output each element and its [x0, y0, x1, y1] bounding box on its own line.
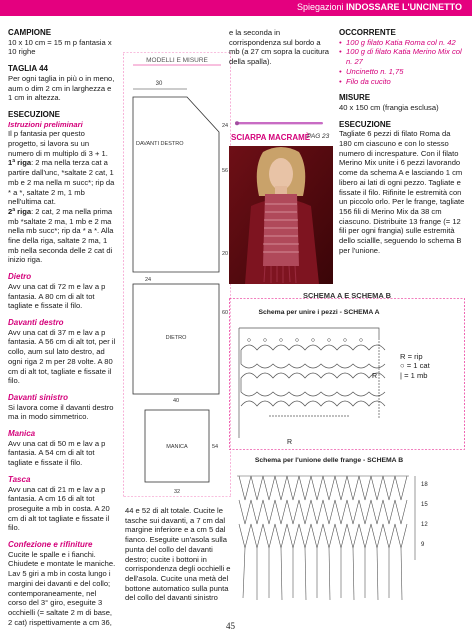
davanti-label: DAVANTI DESTRO — [136, 141, 184, 147]
campione-heading: CAMPIONE — [8, 28, 52, 37]
header-bar — [0, 0, 472, 16]
davanti-destro-heading: Davanti destro — [8, 317, 64, 327]
taglia-text: Per ogni taglia in più o in meno, aum o dim 2 cm in larghezza e 1 cm in altezza. — [8, 73, 115, 103]
legend-cat: ○ = 1 cat — [400, 361, 430, 371]
page-number: 45 — [226, 621, 235, 631]
schema-title: SCHEMA A E SCHEMA B — [302, 291, 392, 300]
dietro-label: DIETRO — [165, 335, 187, 341]
m54-label: 54 — [212, 444, 219, 450]
occorrente-heading: OCCORRENTE — [339, 28, 396, 37]
legend — [400, 352, 430, 380]
column3-text: e la seconda in corrispondenza sul bordo a mb (a 27 cm sopra la cucitura della spalla). — [229, 28, 330, 67]
r-label: R — [372, 373, 378, 380]
material-item: • Filo da cucito — [339, 77, 465, 87]
misure-text: 40 x 150 cm (frangia esclusa) — [339, 102, 439, 112]
davanti-destro-text: Avv una cat di 37 m e lav a p fantasia. A 56 cm di alt tot, per il collo, aum sul lato destro, ad ogni riga 2 m per 28 volte. A 80 cm di alt tot, tagliate e fissate il filo. — [8, 327, 116, 386]
davanti-sinistro-heading: Davanti sinistro — [8, 392, 69, 402]
legend-mb: | = 1 mb — [400, 370, 428, 380]
esecuzione-heading-2: ESECUZIONE — [339, 119, 392, 129]
materials-list — [339, 38, 465, 87]
misure-heading: MISURE — [339, 93, 371, 103]
modelli-title: MODELLI E MISURE — [146, 57, 208, 64]
tasca-text: Avv una cat di 21 m e lav a p fantasia. A cm 16 di alt tot proseguite a mb in costa. A 20 cm di alt tot tagliate e fissate il filo. — [8, 484, 110, 533]
crochet-hook-icon — [231, 118, 329, 128]
tasca-heading: Tasca — [8, 474, 31, 484]
model-photo — [229, 146, 333, 284]
campione-text: 10 x 10 cm = 15 m p fantasia x 10 righe — [8, 37, 112, 57]
riga1-text: 1ª riga: 2 ma nella terza cat a partire dall'unc, *saltate 2 cat, 1 mb e 2 ma nella m succ*; rip da * a *, saltate 2 m, 1 mb nell'ultima cat. — [8, 158, 115, 207]
manica-heading: Manica — [8, 429, 36, 439]
scarf-page-ref: PAG 23 — [307, 133, 330, 140]
dietro-heading: Dietro — [8, 272, 32, 282]
manica-text: Avv una cat di 50 m e lav a p fantasia. A 54 cm di alt tot tagliate e fissate il filo. — [8, 438, 106, 468]
instructions-column-1 — [8, 28, 116, 627]
m32-label: 32 — [173, 489, 181, 495]
m24-label: 24 — [145, 277, 152, 283]
taglia-heading: TAGLIA 44 — [8, 64, 49, 74]
instructions-column-4 — [339, 28, 465, 255]
material-item: • Uncinetto n. 1,75 — [339, 67, 465, 77]
schema-a-caption: Schema per unire i pezzi - SCHEMA A — [258, 309, 380, 316]
scarf-title: SCIARPA MACRAMÈ — [231, 133, 311, 142]
legend-rip: R = rip — [400, 352, 423, 361]
m20-label: 20 — [222, 251, 229, 257]
instructions-column-3 — [229, 28, 333, 67]
confezione-heading: Confezione e rifiniture — [8, 540, 93, 550]
schematic-diagram — [123, 52, 231, 497]
material-item: • 100 g di filato Katia Merino Mix col n. 27 — [339, 47, 465, 66]
b-number-9: 9 — [421, 542, 425, 548]
m56-label: 56 — [222, 168, 229, 174]
b-number-18: 18 — [421, 482, 428, 488]
esecuzione-text: Tagliate 6 pezzi di filato Roma da 180 cm ciascuno e con lo stesso numero di increspature. Con il filato Merino Mix unite i 6 pezzi lavorando come da schema A e lasciando 1 cm libero ai lati di ogni pezzo. Tagliate e fissate il filo. Rifinite le estremità con un piccolo orlo. Per le frange, tagliate 156 fili di Merino Mix da 38 cm ciascuno. Distribuite 13 frange (= 12 fili per ogni frangia) sulle estremità dello sciallle, seguendo lo schema B per l'unione. — [339, 129, 465, 255]
r-label-bottom: R — [287, 439, 293, 446]
header-title: Spiegazioni INDOSSARE L'UNCINETTO — [296, 2, 462, 12]
dietro-text: Avv una cat di 72 m e lav a p fantasia. A 80 cm di alt tot tagliate e fissate il filo. — [8, 281, 106, 311]
b-number-12: 12 — [421, 522, 428, 528]
b-number-15: 15 — [421, 502, 428, 508]
davanti-sinistro-text: Si lavora come il davanti destro ma in modo simmetrico. — [8, 402, 114, 422]
m40-label: 40 — [172, 398, 180, 404]
confezione-text: Cucite le spalle e i fianchi. Chiudete e montate le maniche. Lav 5 giri a mb in costa lungo i margini dei davanti e del collo; contemporaneamente, nel corso del 3° giro, eseguite 3 occhielli (= saltate 2 m di base, 2 cat) rispettivamente a cm 36, — [8, 549, 116, 627]
schema-b-diagram — [229, 450, 465, 610]
m60-label: 60 — [222, 310, 229, 316]
istruzioni-heading: Istruzioni preliminari — [8, 119, 83, 129]
continued-text: 44 e 52 di alt totale. Cucite le tasche sui davanti, a 7 cm dal margine inferiore e a cm 5 dal fianco. Eseguite un'asola sulla punta del collo del davanti destro; cucite i bottoni in corrispondenza degli occhielli e dell'asola. Cucite una metà del bottone automatico sulla punta del collo del davanti sinistro — [125, 506, 231, 603]
m24top-label: 24 — [222, 123, 229, 129]
esecuzione-heading: ESECUZIONE — [8, 109, 61, 119]
istruzioni-text: Il p fantasia per questo progetto, si lavora su un numero di m multiplo di 3 + 1. — [8, 129, 108, 158]
material-item: • 100 g filato Katia Roma col n. 42 — [339, 38, 465, 48]
schema-b-caption: Schema per l'unione delle frange - SCHEMA B — [254, 457, 404, 464]
instructions-continued — [125, 506, 233, 603]
riga2-text: 2ª riga: 2 cat, 2 ma nella prima mb *saltate 2 ma, 1 mb e 2 ma nella mb succ*; rip da * a *. Alla fine della riga, saltate 2 ma, 1 mb nella seconda delle 2 cat di inizio riga. — [8, 206, 114, 265]
manica-label: MANICA — [166, 444, 188, 450]
m30-label: 30 — [155, 81, 163, 87]
